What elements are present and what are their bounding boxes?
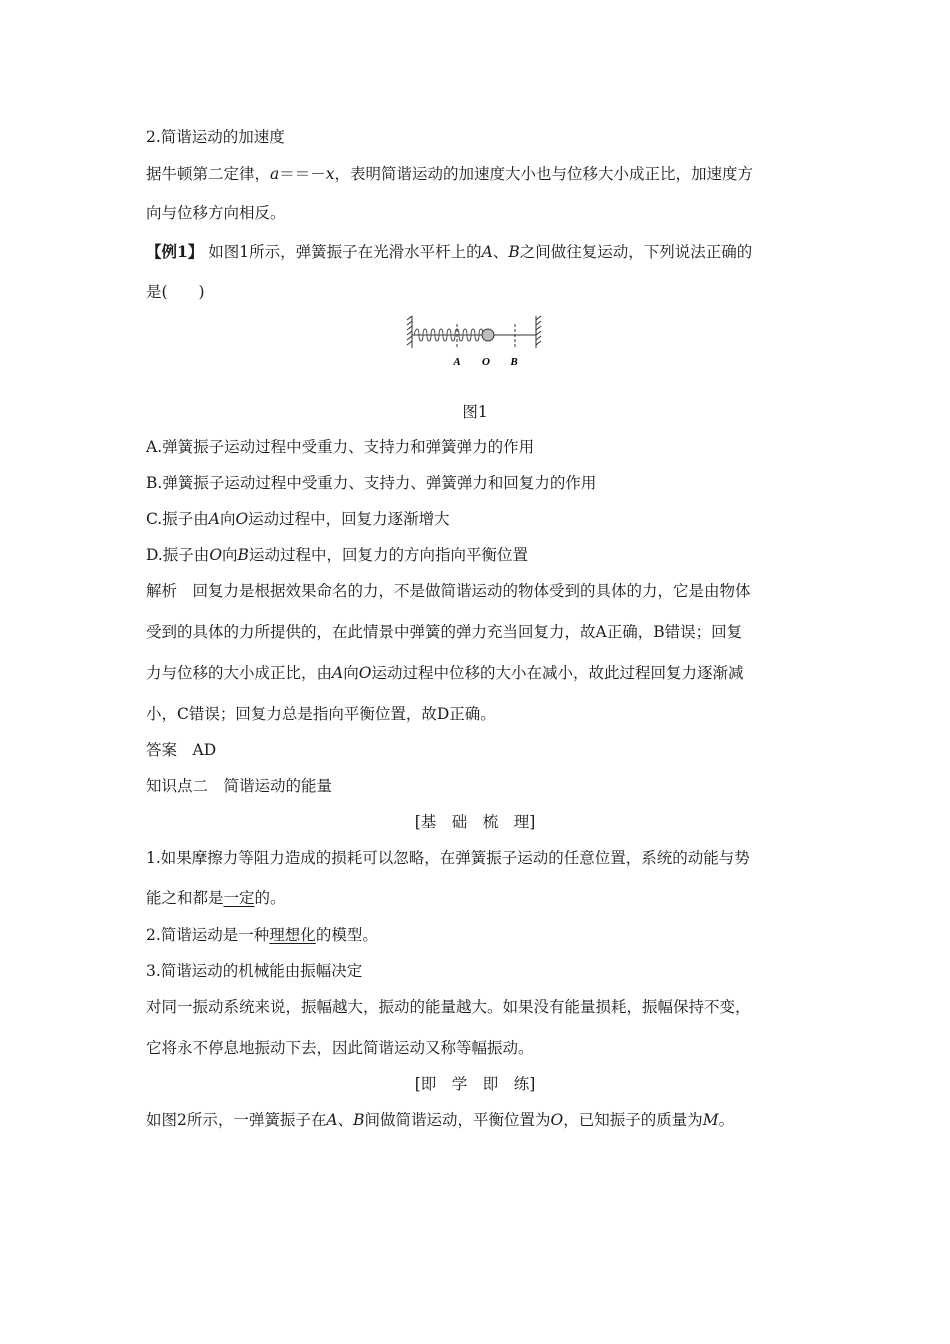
label-a: A [453, 356, 461, 368]
option-d: D.振子由O向B运动过程中，回复力的方向指向平衡位置 [146, 546, 528, 564]
analysis-line-3: 力与位移的大小成正比，由A向O运动过程中位移的大小在减小，故此过程回复力逐渐减 [146, 664, 744, 682]
basics-point-3: 3.简谐运动的机械能由振幅决定 [146, 962, 363, 980]
acceleration-paragraph-line-2: 向与位移方向相反。 [146, 204, 286, 222]
practice-section-header: [即 学 即 练] [414, 1075, 536, 1093]
basics-point-2: 2.简谐运动是一种理想化的模型。 [146, 926, 378, 944]
practice-question: 如图2所示，一弹簧振子在A、B间做简谐运动，平衡位置为O，已知振子的质量为M。 [146, 1111, 735, 1129]
knowledge-point-2-heading: 知识点二 简谐运动的能量 [146, 777, 333, 795]
blank-answer-idealized: 理想化 [269, 926, 316, 944]
example-1-stem-line-1: 【例1】 如图1所示，弹簧振子在光滑水平杆上的A、B之间做往复运动，下列说法正确的 [146, 242, 753, 261]
label-b: B [510, 356, 518, 368]
basics-paragraph-line-1: 对同一振动系统来说，振幅越大，振动的能量越大。如果没有能量损耗，振幅保持不变， [146, 998, 751, 1016]
analysis-line-1: 解析 回复力是根据效果命名的力，不是做简谐运动的物体受到的具体的力，它是由物体 [146, 582, 751, 600]
oscillator-ball [482, 329, 494, 341]
figure-1-caption: 图1 [462, 403, 488, 421]
right-wall [536, 316, 541, 348]
analysis-line-4: 小，C错误；回复力总是指向平衡位置，故D正确。 [146, 705, 496, 723]
option-a: A.弹簧振子运动过程中受重力、支持力和弹簧弹力的作用 [146, 438, 535, 456]
blank-answer-constant: 一定 [223, 889, 255, 907]
example-1-stem-line-2: 是( ) [146, 283, 205, 301]
option-b: B.弹簧振子运动过程中受重力、支持力、弹簧弹力和回复力的作用 [146, 474, 597, 492]
basics-section-header: [基 础 梳 理] [414, 813, 536, 831]
basics-point-1-line-1: 1.如果摩擦力等阻力造成的损耗可以忽略，在弹簧振子运动的任意位置，系统的动能与势 [146, 849, 750, 867]
analysis-line-2: 受到的具体的力所提供的，在此情景中弹簧的弹力充当回复力，故A正确，B错误；回复 [146, 623, 743, 641]
answer: 答案 AD [146, 741, 217, 759]
section-heading-acceleration: 2.简谐运动的加速度 [146, 128, 285, 146]
basics-paragraph-line-2: 它将永不停息地振动下去，因此简谐运动又称等幅振动。 [146, 1039, 534, 1057]
example-tag: 【例1】 [146, 242, 204, 261]
label-o: O [482, 356, 490, 368]
acceleration-paragraph-line-1: 据牛顿第二定律，a＝＝－x，表明简谐运动的加速度大小也与位移大小成正比，加速度方 [146, 165, 754, 183]
spring-oscillator-figure [404, 312, 554, 372]
basics-point-1-line-2: 能之和都是一定的。 [146, 889, 286, 907]
option-c: C.振子由A向O运动过程中，回复力逐渐增大 [146, 510, 450, 528]
left-wall [407, 316, 412, 348]
